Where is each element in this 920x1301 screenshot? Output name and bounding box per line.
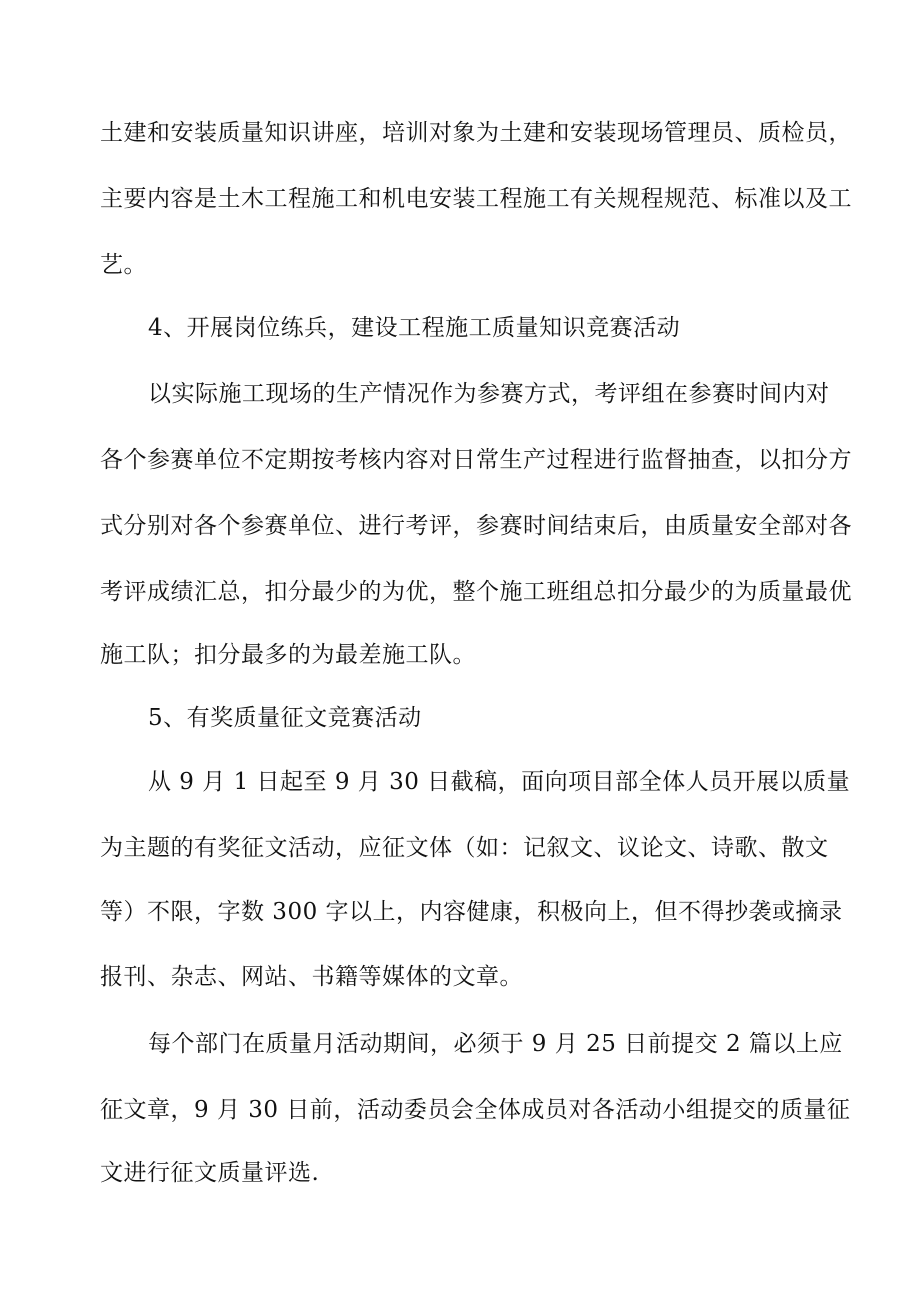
paragraph-line: 以实际施工现场的生产情况作为参赛方式，考评组在参赛时间内对	[148, 381, 830, 407]
paragraph-line: 主要内容是土木工程施工和机电安装工程施工有关规程规范、标准以及工	[100, 186, 852, 212]
paragraph-line: 各个参赛单位不定期按考核内容对日常生产过程进行监督抽查，以扣分方	[100, 447, 852, 473]
section-heading: 5、有奖质量征文竞赛活动	[148, 705, 422, 731]
paragraph-line: 考评成绩汇总，扣分最少的为优，整个施工班组总扣分最少的为质量最优	[100, 579, 852, 605]
paragraph-line: 每个部门在质量月活动期间，必须于 9 月 25 日前提交 2 篇以上应	[148, 1031, 843, 1057]
paragraph-line: 从 9 月 1 日起至 9 月 30 日截稿，面向项目部全体人员开展以质量	[148, 769, 851, 795]
paragraph-line: 艺。	[100, 252, 147, 278]
section-heading: 4、开展岗位练兵，建设工程施工质量知识竞赛活动	[148, 315, 681, 341]
paragraph-line: 文进行征文质量评选.	[100, 1160, 320, 1186]
paragraph-line: 征文章，9 月 30 日前，活动委员会全体成员对各活动小组提交的质量征	[100, 1097, 851, 1123]
paragraph-line: 式分别对各个参赛单位、进行考评，参赛时间结束后，由质量安全部对各	[100, 513, 852, 539]
paragraph-line: 为主题的有奖征文活动，应征文体（如：记叙文、议论文、诗歌、散文	[100, 835, 829, 861]
paragraph-line: 报刊、杂志、网站、书籍等媒体的文章。	[100, 964, 523, 990]
paragraph-line: 土建和安装质量知识讲座，培训对象为土建和安装现场管理员、质检员，	[100, 120, 852, 146]
paragraph-line: 施工队；扣分最多的为最差施工队。	[100, 642, 476, 668]
paragraph-line: 等）不限，字数 300 字以上，内容健康，积极向上，但不得抄袭或摘录	[100, 899, 843, 925]
